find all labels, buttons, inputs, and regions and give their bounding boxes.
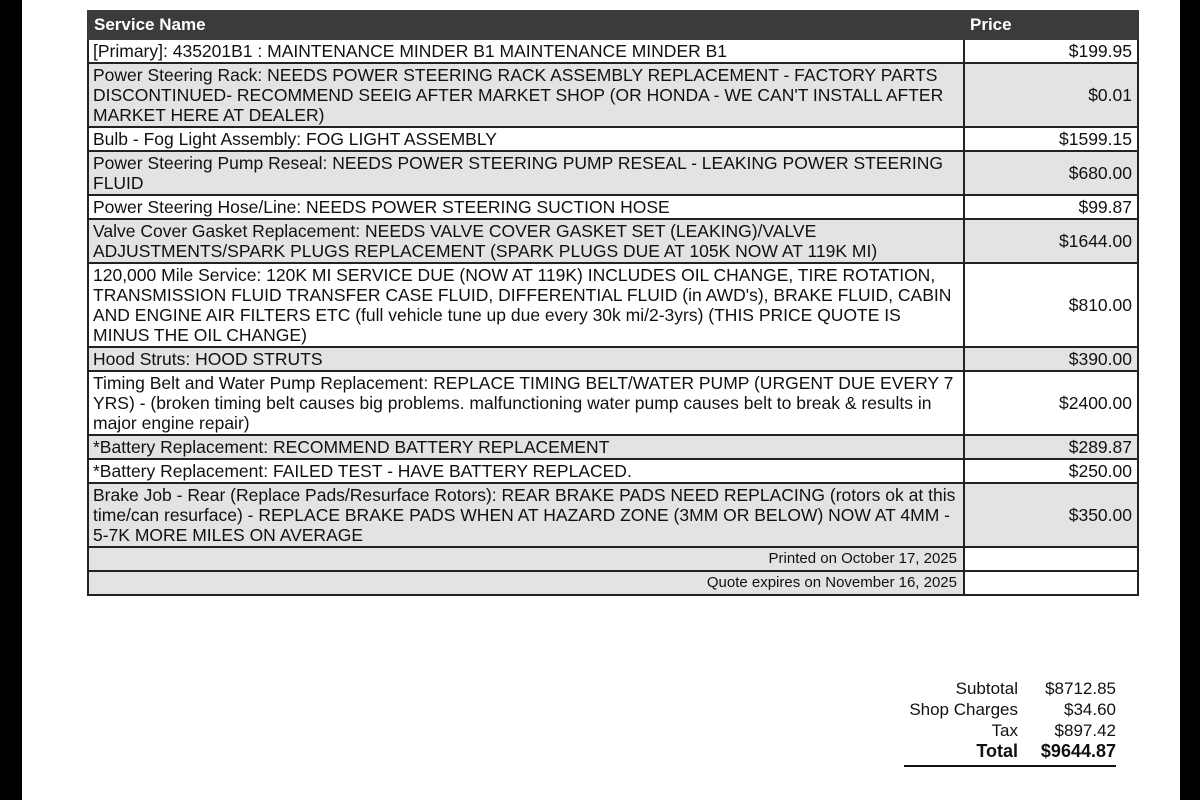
price-cell: $680.00 [964, 151, 1138, 195]
total-label: Total [976, 741, 1018, 761]
service-cell: Brake Job - Rear (Replace Pads/Resurface Rotors): REAR BRAKE PADS NEED REPLACING (rotors ok at this time/can resurface) - REPLACE BRAKE PADS WHEN AT HAZARD ZONE (3MM OR BELOW) NOW AT 4MM - 5-7K MORE MILES ON AVERAGE [88, 483, 964, 547]
service-cell: *Battery Replacement: RECOMMEND BATTERY REPLACEMENT [88, 435, 964, 459]
subtotal-row [856, 678, 1116, 699]
printed-row [88, 547, 1138, 571]
table-header-row [88, 11, 1138, 39]
empty-cell [964, 547, 1138, 571]
shop-charges-row [856, 699, 1116, 720]
price-header: Price [964, 11, 1138, 39]
price-cell: $99.87 [964, 195, 1138, 219]
price-cell: $2400.00 [964, 371, 1138, 435]
price-cell: $199.95 [964, 39, 1138, 63]
subtotal-label: Subtotal [955, 679, 1018, 698]
price-cell: $390.00 [964, 347, 1138, 371]
tax-label: Tax [991, 721, 1018, 740]
price-cell: $810.00 [964, 263, 1138, 347]
table-row [88, 219, 1138, 263]
service-quote-table [87, 10, 1139, 596]
price-cell: $289.87 [964, 435, 1138, 459]
table-row [88, 483, 1138, 547]
printed-date: Printed on October 17, 2025 [88, 547, 964, 571]
service-cell: Bulb - Fog Light Assembly: FOG LIGHT ASSEMBLY [88, 127, 964, 151]
subtotal-value: $8712.85 [1045, 679, 1116, 698]
table-row [88, 459, 1138, 483]
table-row [88, 371, 1138, 435]
service-cell: Power Steering Pump Reseal: NEEDS POWER STEERING PUMP RESEAL - LEAKING POWER STEERING FLUID [88, 151, 964, 195]
total-underline [904, 765, 1116, 767]
service-name-header: Service Name [88, 11, 964, 39]
expires-row [88, 571, 1138, 595]
table-row [88, 347, 1138, 371]
total-row [856, 741, 1116, 762]
service-cell: Valve Cover Gasket Replacement: NEEDS VALVE COVER GASKET SET (LEAKING)/VALVE ADJUSTMENTS/SPARK PLUGS REPLACEMENT (SPARK PLUGS DUE AT 105K NOW AT 119K MI) [88, 219, 964, 263]
service-cell: [Primary]: 435201B1 : MAINTENANCE MINDER B1 MAINTENANCE MINDER B1 [88, 39, 964, 63]
totals-summary [856, 678, 1116, 767]
shop-charges-label: Shop Charges [909, 700, 1018, 719]
table-row [88, 151, 1138, 195]
tax-value: $897.42 [1054, 721, 1116, 740]
quote-expiry-date: Quote expires on November 16, 2025 [88, 571, 964, 595]
price-cell: $1644.00 [964, 219, 1138, 263]
service-cell: Timing Belt and Water Pump Replacement: REPLACE TIMING BELT/WATER PUMP (URGENT DUE EVERY 7 YRS) - (broken timing belt causes big problems. malfunctioning water pump causes belt to break & results in major engine repair) [88, 371, 964, 435]
service-cell: Power Steering Hose/Line: NEEDS POWER STEERING SUCTION HOSE [88, 195, 964, 219]
table-row [88, 195, 1138, 219]
service-cell: 120,000 Mile Service: 120K MI SERVICE DUE (NOW AT 119K) INCLUDES OIL CHANGE, TIRE ROTATION, TRANSMISSION FLUID TRANSFER CASE FLUID, DIFFERENTIAL FLUID (in AWD's), BRAKE FLUID, CABIN AND ENGINE AIR FILTERS ETC (full vehicle tune up due every 30k mi/2-3yrs) (THIS PRICE QUOTE IS MINUS THE OIL CHANGE) [88, 263, 964, 347]
table-row [88, 263, 1138, 347]
service-cell: *Battery Replacement: FAILED TEST - HAVE BATTERY REPLACED. [88, 459, 964, 483]
price-cell: $1599.15 [964, 127, 1138, 151]
table-row [88, 127, 1138, 151]
price-cell: $350.00 [964, 483, 1138, 547]
quote-document [22, 0, 1180, 800]
table-row [88, 63, 1138, 127]
table-row [88, 39, 1138, 63]
table-row [88, 435, 1138, 459]
price-cell: $250.00 [964, 459, 1138, 483]
service-cell: Hood Struts: HOOD STRUTS [88, 347, 964, 371]
price-cell: $0.01 [964, 63, 1138, 127]
shop-charges-value: $34.60 [1064, 700, 1116, 719]
total-value: $9644.87 [1040, 741, 1116, 761]
empty-cell [964, 571, 1138, 595]
service-cell: Power Steering Rack: NEEDS POWER STEERING RACK ASSEMBLY REPLACEMENT - FACTORY PARTS DISCONTINUED- RECOMMEND SEEIG AFTER MARKET SHOP (OR HONDA - WE CAN'T INSTALL AFTER MARKET HERE AT DEALER) [88, 63, 964, 127]
tax-row [856, 720, 1116, 741]
